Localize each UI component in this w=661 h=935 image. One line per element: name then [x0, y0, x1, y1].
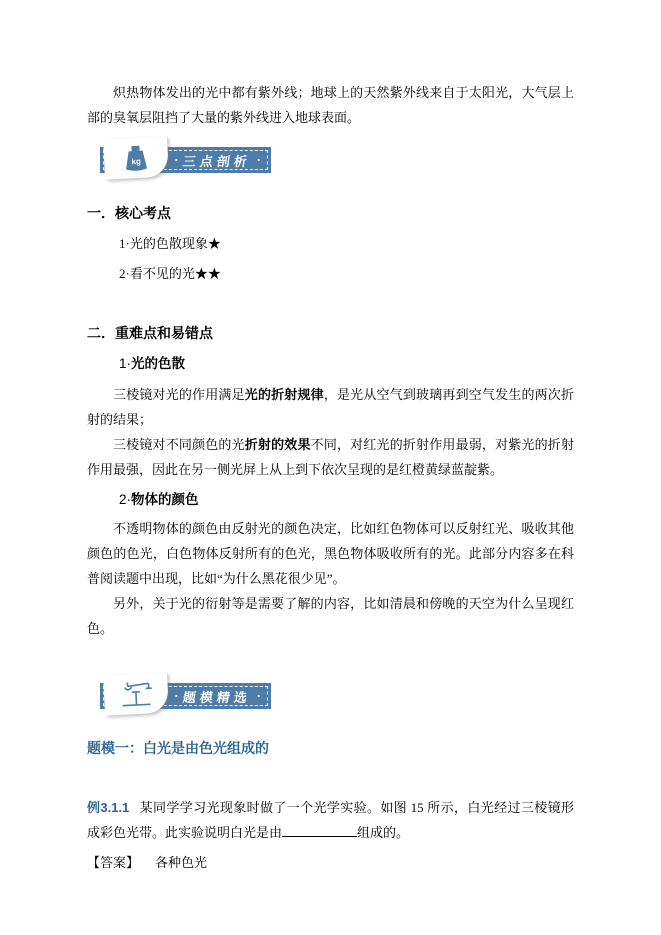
examples-banner-title: [164, 683, 271, 709]
example-number-label: 例3.1.1: [87, 800, 130, 815]
prism-paragraph-2: [87, 432, 574, 482]
balance-scale-icon: [115, 679, 156, 709]
diffraction-paragraph: 另外，关于光的衍射等是需要了解的内容，比如清晨和傍晚的天空为什么呈现红色。: [87, 596, 574, 636]
answer-label: 【答案】: [87, 855, 140, 870]
bold-run: 折射的效果: [244, 437, 311, 452]
answer-value: 各种色光: [155, 855, 208, 870]
section-core-points-title: 一．核心考点: [87, 205, 171, 221]
core-point-item-1: 1·光的色散现象★: [119, 236, 221, 251]
page-curl-decoration: [103, 672, 169, 715]
banner-dot-right: ·: [256, 688, 261, 703]
answer-line: [87, 850, 574, 875]
examples-banner-label: 题模精选: [182, 690, 253, 706]
analysis-banner-label: 三点剖析: [182, 154, 253, 170]
subsection-dispersion-title: [119, 351, 574, 376]
subsection-label: 光的色散: [131, 356, 186, 371]
core-point-item-2: 2·看不见的光★★: [119, 266, 221, 281]
banner-dot-left: ·: [174, 152, 179, 167]
analysis-banner-title: [164, 147, 271, 173]
page-curl-decoration: [103, 136, 169, 179]
banner-dot-right: ·: [256, 152, 261, 167]
prism-paragraph-1: [87, 382, 574, 432]
svg-text:kg: kg: [131, 156, 142, 166]
text-run: 不同，对红光的折射作用最弱，对紫光的折射作用最强，因此在另一侧光屏上从上到下依次呈现的是红橙黄绿蓝靛紫。: [87, 437, 574, 477]
intro-paragraph: 炽热物体发出的光中都有紫外线；地球上的天然紫外线来自于太阳光，大气层上部的臭氧层阻挡了大量的紫外线进入地球表面。: [87, 85, 574, 125]
text-run: 三棱镜对光的作用满足: [113, 387, 245, 402]
kg-weight-icon: [123, 144, 148, 172]
section-difficulties-title: 二．重难点和易错点: [87, 325, 213, 341]
example-question: [87, 795, 574, 845]
text-run: ，是光从空气到玻璃再到空气发生的两次折射的结果；: [87, 387, 574, 427]
analysis-banner: [100, 147, 271, 173]
subsection-object-color-title: [119, 487, 574, 512]
subsection-label: 物体的颜色: [131, 492, 199, 507]
question-model-title: 题模一：白光是由色光组成的: [87, 740, 269, 756]
object-color-paragraph: 不透明物体的颜色由反射光的颜色决定，比如红色物体可以反射红光、吸收其他颜色的色光，白色物体反射所有的色光，黑色物体吸收所有的光。此部分内容多在科普阅读题中出现，比如“为什么黑花很少见”。: [87, 521, 574, 586]
text-run: 三棱镜对不同颜色的光: [113, 437, 245, 452]
examples-banner: [100, 683, 271, 709]
bold-run: 光的折射规律: [244, 387, 324, 402]
subsection-number: 2·: [119, 492, 132, 507]
banner-dot-left: ·: [174, 688, 179, 703]
question-text-post: 组成的。: [357, 825, 410, 840]
question-text-pre: 某同学学习光现象时做了一个光学实验。如图 15 所示，白光经过三棱镜形成彩色光带。此实验说明白光是由: [87, 800, 574, 840]
subsection-number: 1·: [119, 356, 132, 371]
fill-in-blank: [282, 824, 357, 837]
